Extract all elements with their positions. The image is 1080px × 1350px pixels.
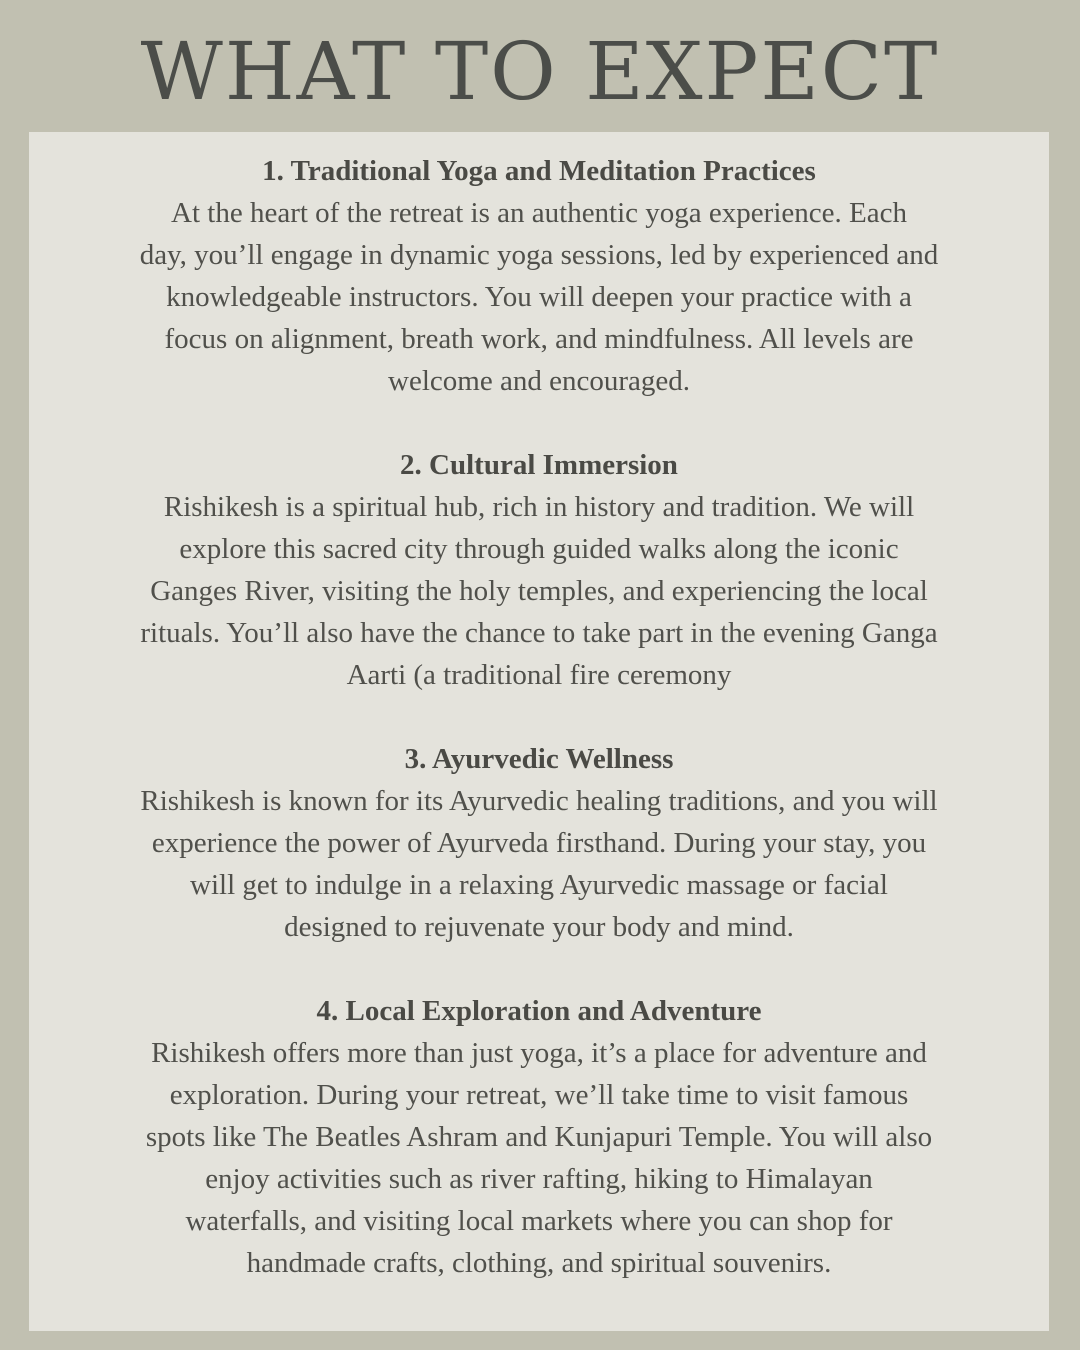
body-line: Aarti (a traditional fire ceremony bbox=[346, 659, 732, 691]
body-line: handmade crafts, clothing, and spiritual souvenirs. bbox=[246, 1247, 832, 1279]
section-heading: 4. Local Exploration and Adventure bbox=[316, 995, 762, 1027]
page-title: WHAT TO EXPECT bbox=[140, 25, 940, 118]
section-heading: 3. Ayurvedic Wellness bbox=[404, 743, 674, 775]
section-body bbox=[39, 192, 1039, 402]
body-line: exploration. During your retreat, we’ll take time to visit famous bbox=[169, 1079, 909, 1111]
body-line: welcome and encouraged. bbox=[388, 365, 690, 397]
body-line: At the heart of the retreat is an authentic yoga experience. Each bbox=[171, 197, 907, 229]
body-line: waterfalls, and visiting local markets where you can shop for bbox=[185, 1205, 893, 1237]
body-line: enjoy activities such as river rafting, hiking to Himalayan bbox=[205, 1163, 873, 1195]
body-line: day, you’ll engage in dynamic yoga sessions, led by experienced and bbox=[139, 239, 939, 271]
section-body bbox=[39, 486, 1039, 696]
body-line: Rishikesh is known for its Ayurvedic healing traditions, and you will bbox=[140, 785, 938, 817]
section-ayurveda bbox=[39, 738, 1039, 948]
body-line: will get to indulge in a relaxing Ayurvedic massage or facial bbox=[190, 869, 888, 901]
body-line: rituals. You’ll also have the chance to take part in the evening Ganga bbox=[140, 617, 938, 649]
body-line: knowledgeable instructors. You will deepen your practice with a bbox=[166, 281, 912, 313]
body-line: explore this sacred city through guided walks along the iconic bbox=[179, 533, 899, 565]
body-line: Rishikesh is a spiritual hub, rich in history and tradition. We will bbox=[163, 491, 915, 523]
body-line: focus on alignment, breath work, and mindfulness. All levels are bbox=[164, 323, 914, 355]
section-exploration bbox=[39, 990, 1039, 1284]
section-yoga bbox=[39, 150, 1039, 402]
body-line: Rishikesh offers more than just yoga, it’s a place for adventure and bbox=[151, 1037, 927, 1069]
body-line: Ganges River, visiting the holy temples, and experiencing the local bbox=[150, 575, 928, 607]
section-body bbox=[39, 780, 1039, 948]
section-heading: 2. Cultural Immersion bbox=[400, 449, 678, 481]
section-body bbox=[39, 1032, 1039, 1284]
body-line: experience the power of Ayurveda firsthand. During your stay, you bbox=[151, 827, 927, 859]
content-panel bbox=[29, 132, 1049, 1331]
body-line: designed to rejuvenate your body and mind. bbox=[284, 911, 794, 943]
section-culture bbox=[39, 444, 1039, 696]
body-line: spots like The Beatles Ashram and Kunjapuri Temple. You will also bbox=[145, 1121, 933, 1153]
section-heading: 1. Traditional Yoga and Meditation Practices bbox=[262, 155, 816, 187]
